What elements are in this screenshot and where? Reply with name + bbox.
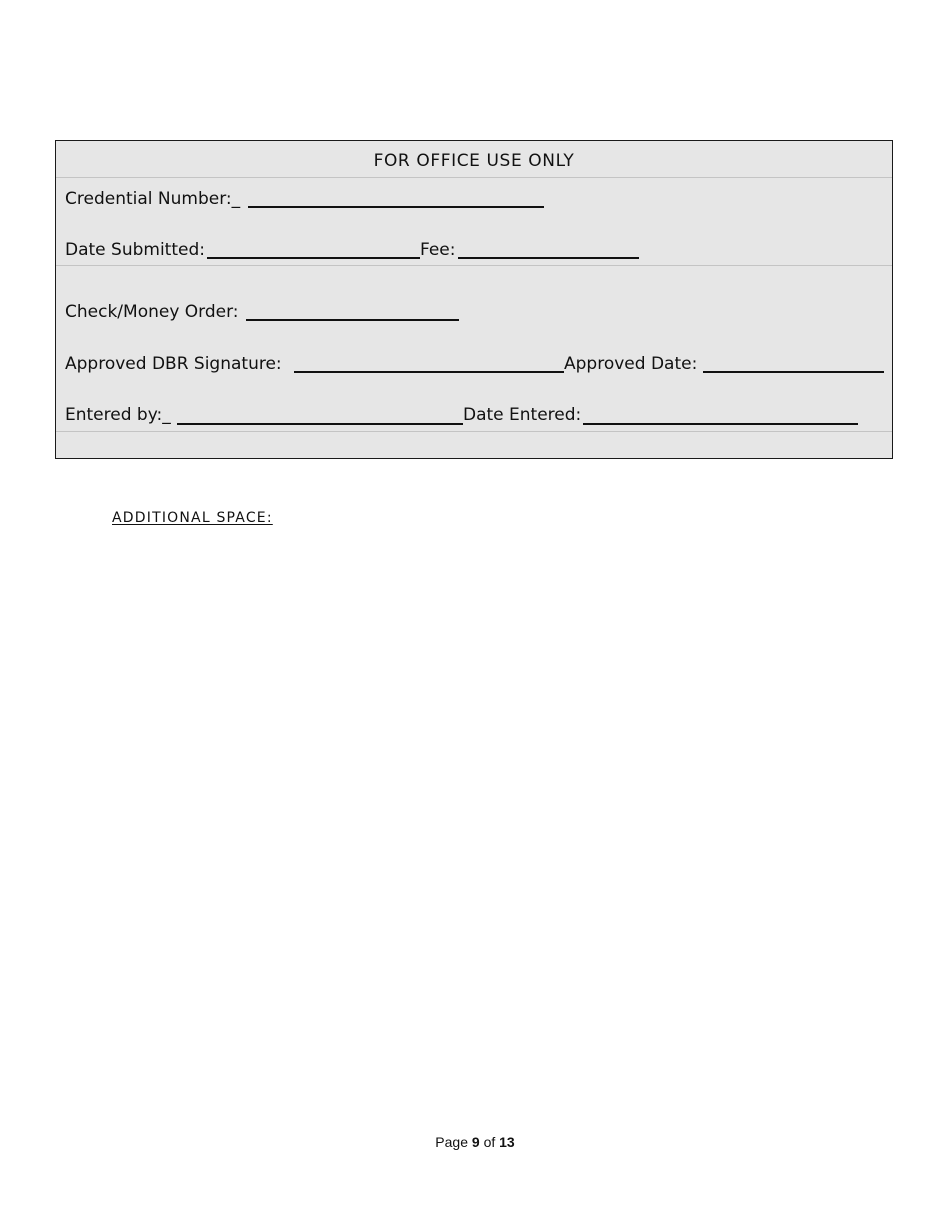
- approved-date-field[interactable]: [703, 371, 884, 373]
- title-divider: [56, 177, 892, 178]
- entered-by-field[interactable]: [177, 423, 463, 425]
- fee-label: Fee:: [420, 240, 456, 260]
- entered-by-label: Entered by:_: [65, 405, 171, 425]
- additional-space-heading: ADDITIONAL SPACE:: [112, 510, 273, 526]
- current-page-number: 9: [471, 1134, 480, 1150]
- of-word: of: [483, 1134, 496, 1150]
- approved-dbr-signature-field[interactable]: [294, 371, 564, 373]
- credential-number-label: Credential Number:_: [65, 189, 241, 209]
- approved-dbr-signature-label: Approved DBR Signature:: [65, 354, 282, 374]
- date-entered-field[interactable]: [583, 423, 858, 425]
- check-money-order-field[interactable]: [246, 319, 459, 321]
- bottom-divider: [56, 431, 892, 432]
- page-word: Page: [435, 1134, 468, 1150]
- date-submitted-label: Date Submitted:: [65, 240, 205, 260]
- approved-date-label: Approved Date:: [564, 354, 698, 374]
- credential-number-field[interactable]: [248, 206, 544, 208]
- check-money-order-label: Check/Money Order:: [65, 302, 239, 322]
- section-divider: [56, 265, 892, 266]
- fee-field[interactable]: [458, 257, 639, 259]
- date-submitted-field[interactable]: [207, 257, 420, 259]
- total-pages-number: 13: [499, 1134, 515, 1150]
- date-entered-label: Date Entered:: [463, 405, 582, 425]
- office-use-title: FOR OFFICE USE ONLY: [373, 151, 575, 171]
- office-use-only-box: [55, 140, 893, 459]
- page-number-footer: [0, 1134, 950, 1150]
